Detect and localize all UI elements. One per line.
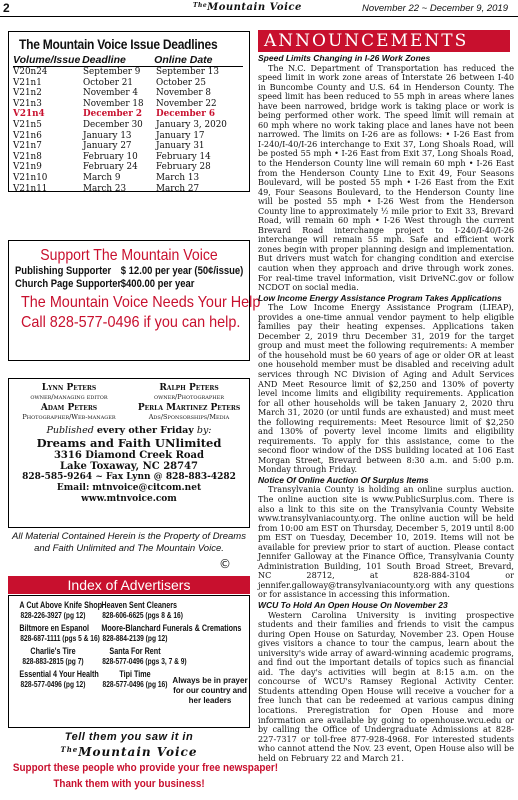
publishing-supporter: Publishing Supporter $ 12.00 per year (50¢/issue) (15, 265, 244, 277)
deadline-volume: V21n7 (13, 141, 42, 152)
advertiser-phone: 828-884-2139 (pg 12) (102, 633, 168, 643)
col-online-date: Online Date (154, 54, 213, 66)
deadline-row (13, 88, 249, 99)
advertiser-name: Essential 4 Your Health (19, 669, 99, 679)
deadline-volume: V21n5 (13, 119, 42, 130)
advertiser-phone: 828-577-0496 (pg 16) (102, 679, 168, 689)
advertiser-phone: 828-226-3927 (pg 12) (20, 610, 86, 620)
deadline-online: February 28 (156, 162, 211, 173)
deadline-volume: V20n24 (13, 67, 48, 77)
deadline-online: December 6 (156, 109, 216, 120)
page-header (0, 0, 518, 16)
advertiser-item (11, 600, 103, 620)
advertiser-phone: 828-883-2815 (pg 7) (22, 656, 84, 666)
deadline-online: January 31 (156, 141, 205, 152)
masthead-footer: $^{The}$Mountain Voice (60, 745, 198, 759)
staff-grid (9, 383, 249, 423)
deadline-online: February 14 (156, 151, 211, 162)
deadline-date: January 13 (83, 130, 132, 141)
phone-fax: 828-585-9264 ~ Fax Lynn @ 828-883-4282 (22, 472, 236, 482)
deadline-online: September 13 (156, 67, 219, 77)
staff-member: Lynn Peters owner/managing editor (30, 383, 108, 401)
advertiser-name: Heaven Sent Cleaners (101, 600, 178, 610)
deadline-row (13, 67, 249, 78)
advertiser-name: Moore-Blanchard Funerals & Cremations (101, 623, 242, 633)
deadline-online: November 22 (156, 98, 217, 109)
support-title: Support The Mountain Voice (40, 247, 218, 264)
deadline-date: October 21 (83, 77, 134, 88)
deadline-date: February 10 (83, 151, 138, 162)
published-line: Published every other Friday by: (46, 425, 212, 436)
advertiser-item (93, 623, 242, 643)
address-line-2: Lake Toxaway, NC 28747 (60, 461, 198, 472)
announcement-text: The N.C. Department of Transportation has reduced the speed limit in work zone areas of Interstate 26 between I-40 in Buncombe County and U.S. 64 in Henderson County. The speed limit has been reduced to 55 mph in areas where lanes have been narrowed, bridge work is taking place or work is being performed other work. The speed limit will remain at 60 mph where no work taking place and lanes have not been narrowed. The limits on I-26 are as follows: • I-26 East from I-240/I-40/I-26 interchange to Exit 37, Long Shoals Road, will be posted 55 mph • I-26 East from Exit 37, Long Shoals Road, to the Henderson County line will remain 60 mph • I-26 East from the Henderson County Line to Exit 49, Four Seasons Boulevard, will be posted 55 mph • I-26 East from the Exit 49, Four Seasons Boulevard, to the Henderson County line will be posted 55 mph • I-26 West from the Henderson County line to approximately ½ mile prior to Exit 33, Brevard Road, will remain 60 mph • I-26 West through the current Brevard Road interchange project to I-240/I-40/I-26 interchange will remain 55 mph. Safe and efficient work zones begin with proper planning design and implementation. But drivers must watch for changing condition and exercise caution when they approach and drive through work zones. For real-time travel information, visit DriveNC.gov or follow NCDOT on social media. (258, 62, 514, 293)
announcement-heading: WCU To Hold An Open House On November 23 (258, 600, 448, 611)
deadline-online: March 13 (156, 172, 200, 183)
deadline-volume: V21n11 (13, 183, 48, 194)
advertiser-name: A Cut Above Knife Shop (19, 600, 103, 610)
masthead-small: $^{The}$Mountain Voice (193, 2, 302, 13)
deadline-row (13, 131, 249, 142)
needs-help: The Mountain Voice Needs Your Help (21, 294, 261, 311)
deadline-volume: V21n1 (13, 77, 42, 88)
staff-member: Adam Peters Photographer/Web-manager (22, 403, 116, 421)
deadline-row (13, 152, 249, 163)
deadline-date: December 2 (83, 109, 143, 120)
advertiser-name: Santa For Rent (109, 646, 161, 656)
page-number: 2 (3, 1, 10, 15)
advertiser-item (11, 623, 100, 643)
call-to-help: Call 828-577-0496 if you can help. (21, 314, 241, 331)
deadline-row (13, 162, 249, 173)
deadlines-title: The Mountain Voice Issue Deadlines (19, 36, 218, 52)
header-divider (0, 16, 518, 17)
announcement-heading: Notice Of Online Auction Of Surplus Items (258, 474, 429, 485)
advertisers-box (8, 595, 250, 728)
copyright-note: All Material Contained Herein is the Property of Dreams and Faith Unlimited and The Mountain Voice. (12, 531, 246, 554)
deadline-row (13, 141, 249, 152)
announcement-heading: Speed Limits Changing in I-26 Work Zones (258, 53, 431, 63)
prayer-note: Always be in prayer for our country and her leaders (172, 676, 248, 705)
copyright-icon: © (219, 557, 231, 571)
advertiser-phone: 828-577-0496 (pg 12) (20, 679, 86, 689)
deadline-volume: V21n4 (13, 109, 45, 120)
advertiser-name: Charlie's Tire (30, 646, 76, 656)
advertiser-phone: 828-606-6625 (pgs 8 & 16) (102, 610, 183, 620)
deadlines-header-row (13, 54, 243, 67)
deadline-row (13, 120, 249, 131)
support-these-people: Support these people who provide your free newspaper! (12, 762, 279, 774)
advertiser-phone: 828-687-1111 (pgs 5 & 16) (20, 633, 100, 643)
advertiser-name: Biltmore en Espanol (19, 623, 90, 633)
advertiser-item (11, 646, 95, 666)
announcements-title: ANNOUNCEMENTS (258, 30, 510, 52)
advertisers-title: Index of Advertisers (8, 576, 250, 594)
advertiser-phone: 828-577-0496 (pgs 3, 7 & 9) (102, 656, 187, 666)
announcements-body (258, 53, 514, 763)
announcement-text: The Low Income Energy Assistance Program (LIEAP), provides a one-time annual vendor payment to help eligible families pay their heating expenses. Applications taken December 2, 2019 thru December 31, 2019 for the target group and must meet the following requirements: A member of the household must be 60 years of age or older OR at least one household member must be disabled and receiving adult services through NC Division of Aging and Adult Services AND Meet Resource limit of $2,250 and 130% of poverty level income limits and eligibility requirements. Application for all other households will be taken January 2, 2020 thru March 31, 2020 (or until funds are exhausted) and must meet the following requirements: Meet Resource limit of $2,250 and 130% of poverty level income limits and eligibility requirements. To apply for this assistance, come to the second floor window of the DSS building located at 106 East Morgan Street, Brevard between 8:30 a.m. and 5:00 p.m. Monday through Friday. (258, 302, 514, 475)
church-supporter: Church Page Supporter$400.00 per year (15, 278, 195, 290)
deadline-online: March 27 (156, 183, 200, 194)
deadline-volume: V21n2 (13, 88, 42, 99)
deadline-online: January 3, 2020 (156, 119, 227, 130)
deadline-date: December 30 (83, 119, 143, 130)
company-name: Dreams and Faith UNlimited (36, 436, 222, 450)
thank-them: Thank them with your business! (53, 778, 205, 790)
staff-member: Ralph Peters owner/Photographer (154, 383, 224, 401)
deadline-date: September 9 (83, 67, 141, 77)
deadline-online: October 25 (156, 77, 207, 88)
advertiser-item (93, 600, 183, 620)
deadline-volume: V21n9 (13, 162, 42, 173)
support-box (8, 240, 261, 361)
deadline-row (13, 99, 249, 110)
advertiser-item (93, 646, 187, 666)
deadline-volume: V21n6 (13, 130, 42, 141)
deadline-row (13, 109, 249, 120)
deadline-online: November 8 (156, 88, 211, 99)
deadline-row (13, 78, 249, 89)
deadlines-box (8, 31, 250, 192)
announcement-text: Transylvania County is holding an online surplus auction. The online auction site is www.PublicSurplus.com. There is also a link to this site on the Transylvania County Website www.transylvaniacounty.org. The online auction will be held from 10:00 am EST on Thursday, December 5, 2019 until 8:00 pm EST on Tuesday, December 10, 2019. Items will not be available for preview prior to start of auction. Please contact Jennifer Galloway at the Finance Office, Transylvania County Administration Building, 101 South Broad Street, Brevard, NC 28712, at 828-884-3104 or jennifer.galloway@transylvaniacounty.org with any questions or for assistance in accessing this information. (258, 484, 514, 600)
deadline-row (13, 173, 249, 184)
deadline-date: January 27 (83, 141, 132, 152)
website-link[interactable]: www.mtnvoice.com (81, 494, 177, 504)
deadline-date: March 23 (83, 183, 127, 194)
deadline-volume: V21n8 (13, 151, 42, 162)
staff-member: Perla Martinez Peters Ads/Sponsorships/Media (137, 403, 241, 421)
address-line-1: 3316 Diamond Creek Road (53, 450, 205, 461)
advertisers-column-a (11, 600, 103, 692)
deadline-date: November 18 (83, 98, 144, 109)
email: Email: mtnvoice@citcom.net (56, 483, 202, 493)
deadline-volume: V21n3 (13, 98, 42, 109)
announcement-text: Western Carolina University is inviting prospective students and their families and friends to visit the campus during Open House on Saturday, November 23. Open House gives visitors a chance to tour the campus, learn about the university's wide array of award-winning academic programs, and find out the important details of topics such as financial aid. The day's activities will begin at 8:15 a.m. on the concourse of WCU's Ramsey Regional Activity Center. Students attending Open House will receive a voucher for a free lunch that can be redeemed at various campus dining locations. Preregistration for Open House and more information are available by going to openhouse.wcu.edu or by calling the Office of Undergraduate Admissions at 828-227-7317 or toll-free 877-928-4968. For interested students who cannot attend the Nov. 23 event, Open House also will be held on February 22 and March 21. (258, 609, 514, 763)
deadline-row (13, 184, 249, 195)
deadline-date: February 24 (83, 162, 138, 173)
tell-them: Tell them you saw it in (64, 731, 194, 743)
deadline-date: November 4 (83, 88, 138, 99)
advertiser-name: Tipi Time (119, 669, 151, 679)
col-deadline: Deadline (82, 54, 126, 66)
announcement-heading: Low Income Energy Assistance Program Takes Applications (258, 292, 502, 303)
deadline-volume: V21n10 (13, 172, 48, 183)
col-volume-issue: Volume/Issue (13, 54, 81, 66)
advertiser-item (93, 669, 177, 689)
staff-box (8, 378, 250, 528)
deadline-date: March 9 (83, 172, 121, 183)
deadlines-rows (9, 67, 249, 194)
advertiser-item (11, 669, 99, 689)
issue-date: November 22 ~ December 9, 2019 (361, 3, 508, 14)
deadline-online: January 17 (156, 130, 205, 141)
